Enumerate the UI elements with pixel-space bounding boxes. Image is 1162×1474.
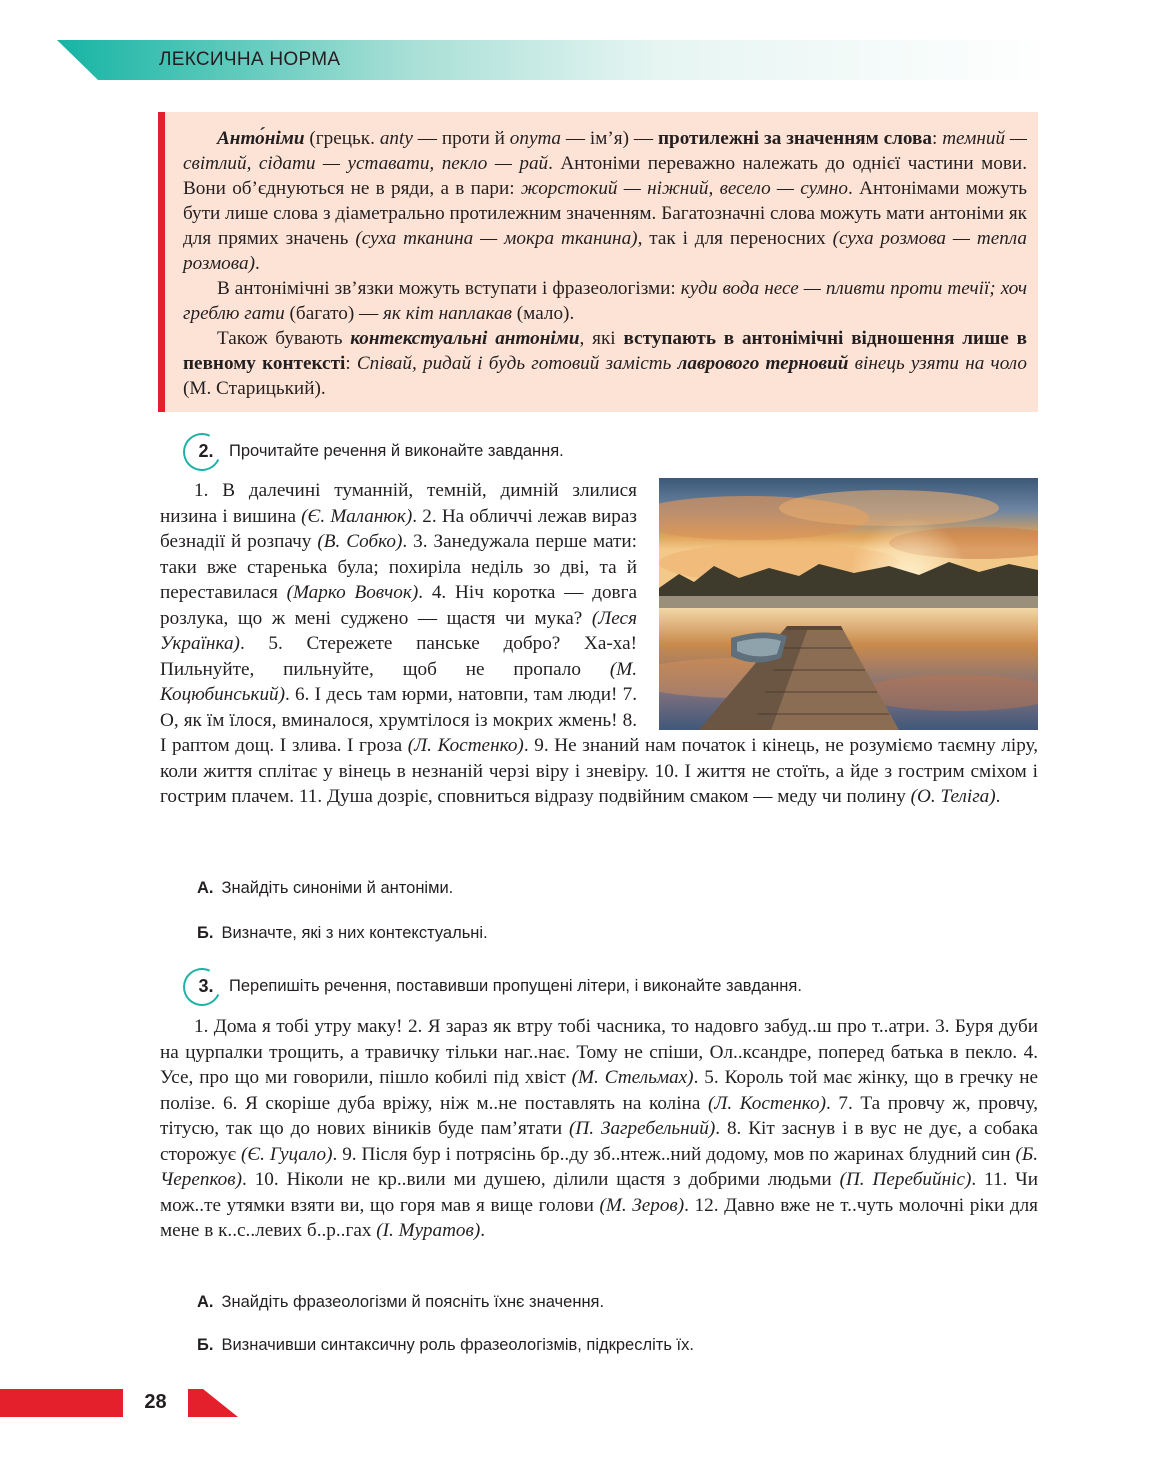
- rule-paragraph-3: Також бувають контекстуальні антоніми, які вступають в антонімічні відношення лише в певному контексті: Співай, ридай і будь готовий замість лаврового терновий вінець узяти на чоло (М. Старицький).: [183, 328, 1028, 399]
- exercise-2-task-a: А. Знайдіть синоніми й антоніми.: [197, 879, 454, 897]
- rule-term: Анто́німи: [217, 128, 305, 149]
- exercise-2-task-b: Б. Визначте, які з них контекстуальні.: [197, 924, 488, 942]
- rule-definition: протилежні за значенням слова: [657, 128, 932, 149]
- exercise-2-text: [160, 478, 1038, 810]
- exercise-2-number-badge: 2.: [183, 433, 223, 469]
- exercise-3-instruction: Перепишіть речення, поставивши пропущені літери, і виконайте завдання.: [229, 976, 802, 995]
- exercise-3-task-b: Б. Визначивши синтаксичну роль фразеологізмів, підкресліть їх.: [197, 1336, 694, 1354]
- page-number-bar-right: [188, 1389, 238, 1417]
- rule-paragraph-2: В антонімічні зв’язки можуть вступати і фразеологізми: куди вода несе — пливти проти течії; хоч греблю гати (багато) — як кіт наплакав (мало).: [183, 278, 1027, 324]
- exercise-3-text: [160, 1014, 1038, 1244]
- page-number: 28: [144, 1390, 167, 1413]
- rule-box: [158, 112, 1038, 412]
- lake-pier-photo: [659, 478, 1038, 730]
- lake-pier-boat-sunrise-photo-icon: [659, 478, 1038, 730]
- page-number-bar-left: [0, 1389, 123, 1417]
- exercise-2-sentences: 1. В далечині туманній, темній, димній злилися низина і вишина (Є. Маланюк). 2. На обличчі лежав вираз безнадії й розпачу (В. Собко). 3. Занедужала перше мати: таки вже старенька була; похиріла неділь зо дві, та й переставилася (Марко Вовчок). 4. Ніч коротка — довга розлука, що ж мені суджено — щастя чи мука? (Леся Українка). 5. Стережете панське добро? Ха-ха! Пильнуйте, пильнуйте, щоб не пропало (М. Коцюбинський). 6. І десь там юрми, натовпи, там люди! 7. О, як їм їлося, вминалося, хрумтілося із мокрих жмень! 8. І раптом дощ. І злива. І гроза (Л. Костенко). 9. Не знаний нам початок і кінець, не розуміємо таємну ліру, коли життя сплітає у вінець в незнаній черзі віру і зневіру. 10. І життя не стоїть, а йде з гострим сміхом і гострим плачем. 11. Душа дозріє, сповниться відразу подвійним смаком — меду чи полину (О. Теліга).: [160, 480, 1039, 807]
- exercise-3-number-badge: 3.: [183, 968, 223, 1004]
- exercise-3-sentences: 1. Дома я тобі утру маку! 2. Я зараз як втру тобі часника, то надовго забуд..ш про т..атри. 3. Буря дуби на цурпалки трощить, а травичку тільки наг..нає. Тому не спіши, Ол..ксандре, поперед батька в пекло. 4. Усе, про що ми говорили, пішло кобилі під хвіст (М. Стельмах). 5. Король той має жінку, що в гречку не полізе. 6. Я скоріше дуба вріжу, ніж м..не поставлять на коліна (Л. Костенко). 7. Та провчу ж, провчу, тітусю, так що до нових віників буде пам’ятати (П. Загребельний). 8. Кіт заснув і в вус не дує, а собака сторожує (Є. Гуцало). 9. Після бур і потрясінь бр..ду зб..нтеж..ний додому, мов по жаринах блудний син (Б. Черепков). 10. Ніколи не кр..вили ми душею, ділили щастя з добрими людьми (П. Перебийніс). 11. Чи мож..те утямки взяти ви, що горя мав я вище голови (М. Зеров). 12. Давно вже не т..чуть молочні ріки для мене в к..с..левих б..р..гах (І. Муратов).: [160, 1016, 1039, 1241]
- section-title: ЛЕКСИЧНА НОРМА: [159, 49, 341, 70]
- exercise-2-instruction: Прочитайте речення й виконайте завдання.: [229, 441, 564, 460]
- exercise-2-header: [183, 433, 564, 469]
- rule-paragraph-1: Анто́німи (грецьк. anty — проти й onyma — ім’я) — протилежні за значенням слова: темний — світлий, сідати — уставати, пекло — рай. Антоніми переважно належать до однієї частини мови. Вони об’єднуються не в ряди, а в пари: жорстокий — ніжний, весело — сумно. Антонімами можуть бути лише слова з діаметрально протилежним значенням. Багатозначні слова можуть мати антоніми як для прямих значень (суха тканина — мокра тканина), так і для переносних (суха розмова — тепла розмова).: [183, 128, 1027, 274]
- exercise-3-task-a: А. Знайдіть фразеологізми й поясніть їхнє значення.: [197, 1293, 605, 1311]
- exercise-3-header: [183, 968, 802, 1004]
